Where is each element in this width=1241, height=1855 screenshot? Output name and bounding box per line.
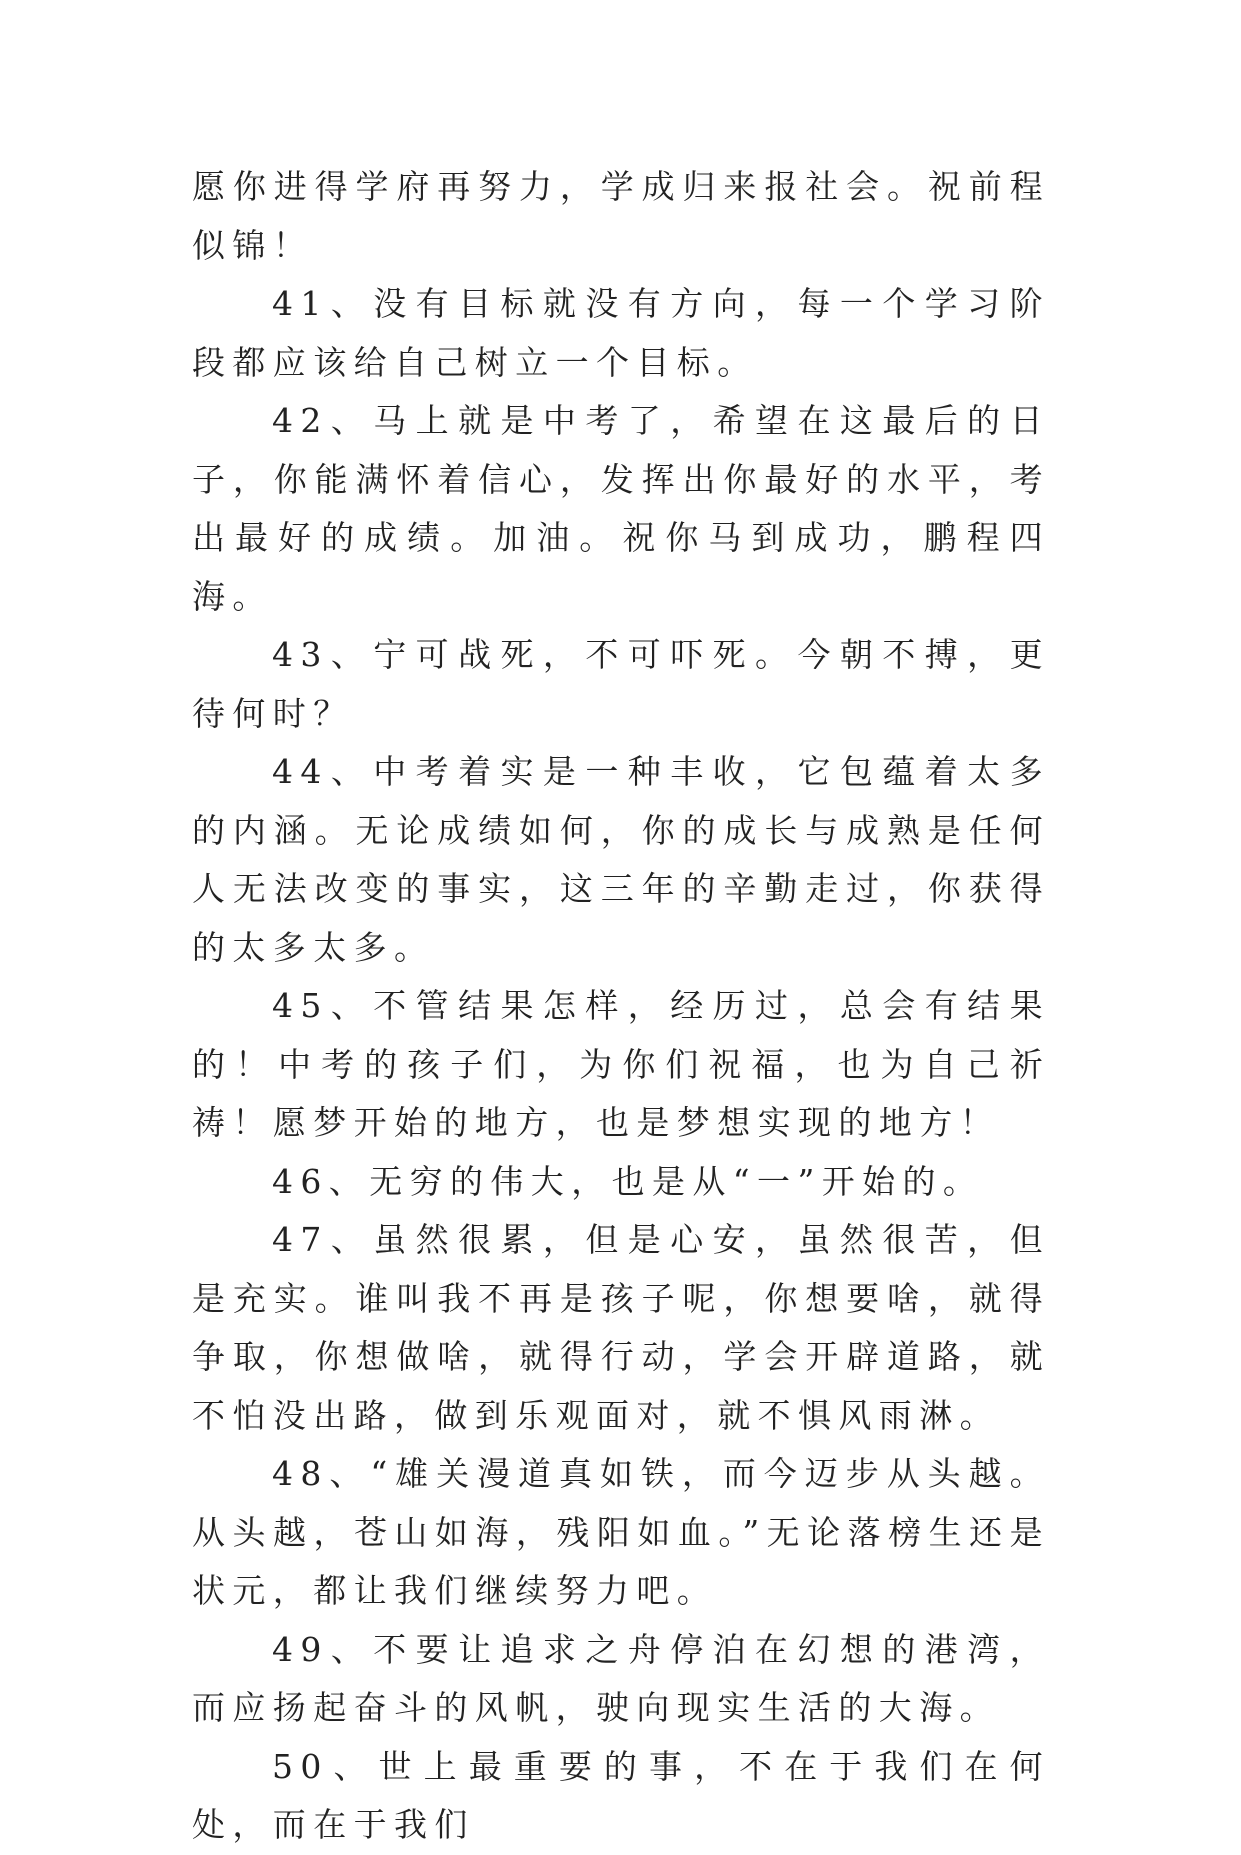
paragraph-50: 50、世上最重要的事，不在于我们在何处，而在于我们 <box>192 1746 1050 1844</box>
paragraph-46: 46、无穷的伟大，也是从“一”开始的。 <box>272 1161 984 1201</box>
paragraph-47: 47、虽然很累，但是心安，虽然很苦，但是充实。谁叫我不再是孩子呢，你想要啥，就得争取，你想做啥，就得行动，学会开辟道路，就不怕没出路，做到乐观面对，就不惧风雨淋。 <box>192 1220 1050 1435</box>
document-page <box>192 158 1050 1855</box>
paragraph-43: 43、宁可战死，不可吓死。今朝不搏，更待何时？ <box>192 635 1050 733</box>
paragraph-41: 41、没有目标就没有方向，每一个学习阶段都应该给自己树立一个目标。 <box>192 284 1050 382</box>
paragraph-49: 49、不要让追求之舟停泊在幻想的港湾，而应扬起奋斗的风帆，驶向现实生活的大海。 <box>192 1629 1050 1727</box>
paragraph-continuation: 愿你进得学府再努力，学成归来报社会。祝前程似锦！ <box>192 167 1050 265</box>
paragraph-42: 42、马上就是中考了，希望在这最后的日子，你能满怀着信心，发挥出你最好的水平，考出最好的成绩。加油。祝你马到成功，鹏程四海。 <box>192 401 1050 616</box>
paragraph-48: 48、“雄关漫道真如铁，而今迈步从头越。从头越，苍山如海，残阳如血。”无论落榜生还是状元，都让我们继续努力吧。 <box>192 1454 1050 1610</box>
paragraph-44: 44、中考着实是一种丰收，它包蕴着太多的内涵。无论成绩如何，你的成长与成熟是任何人无法改变的事实，这三年的辛勤走过，你获得的太多太多。 <box>192 752 1050 967</box>
paragraph-45: 45、不管结果怎样，经历过，总会有结果的！中考的孩子们，为你们祝福，也为自己祈祷！愿梦开始的地方，也是梦想实现的地方！ <box>192 986 1050 1142</box>
